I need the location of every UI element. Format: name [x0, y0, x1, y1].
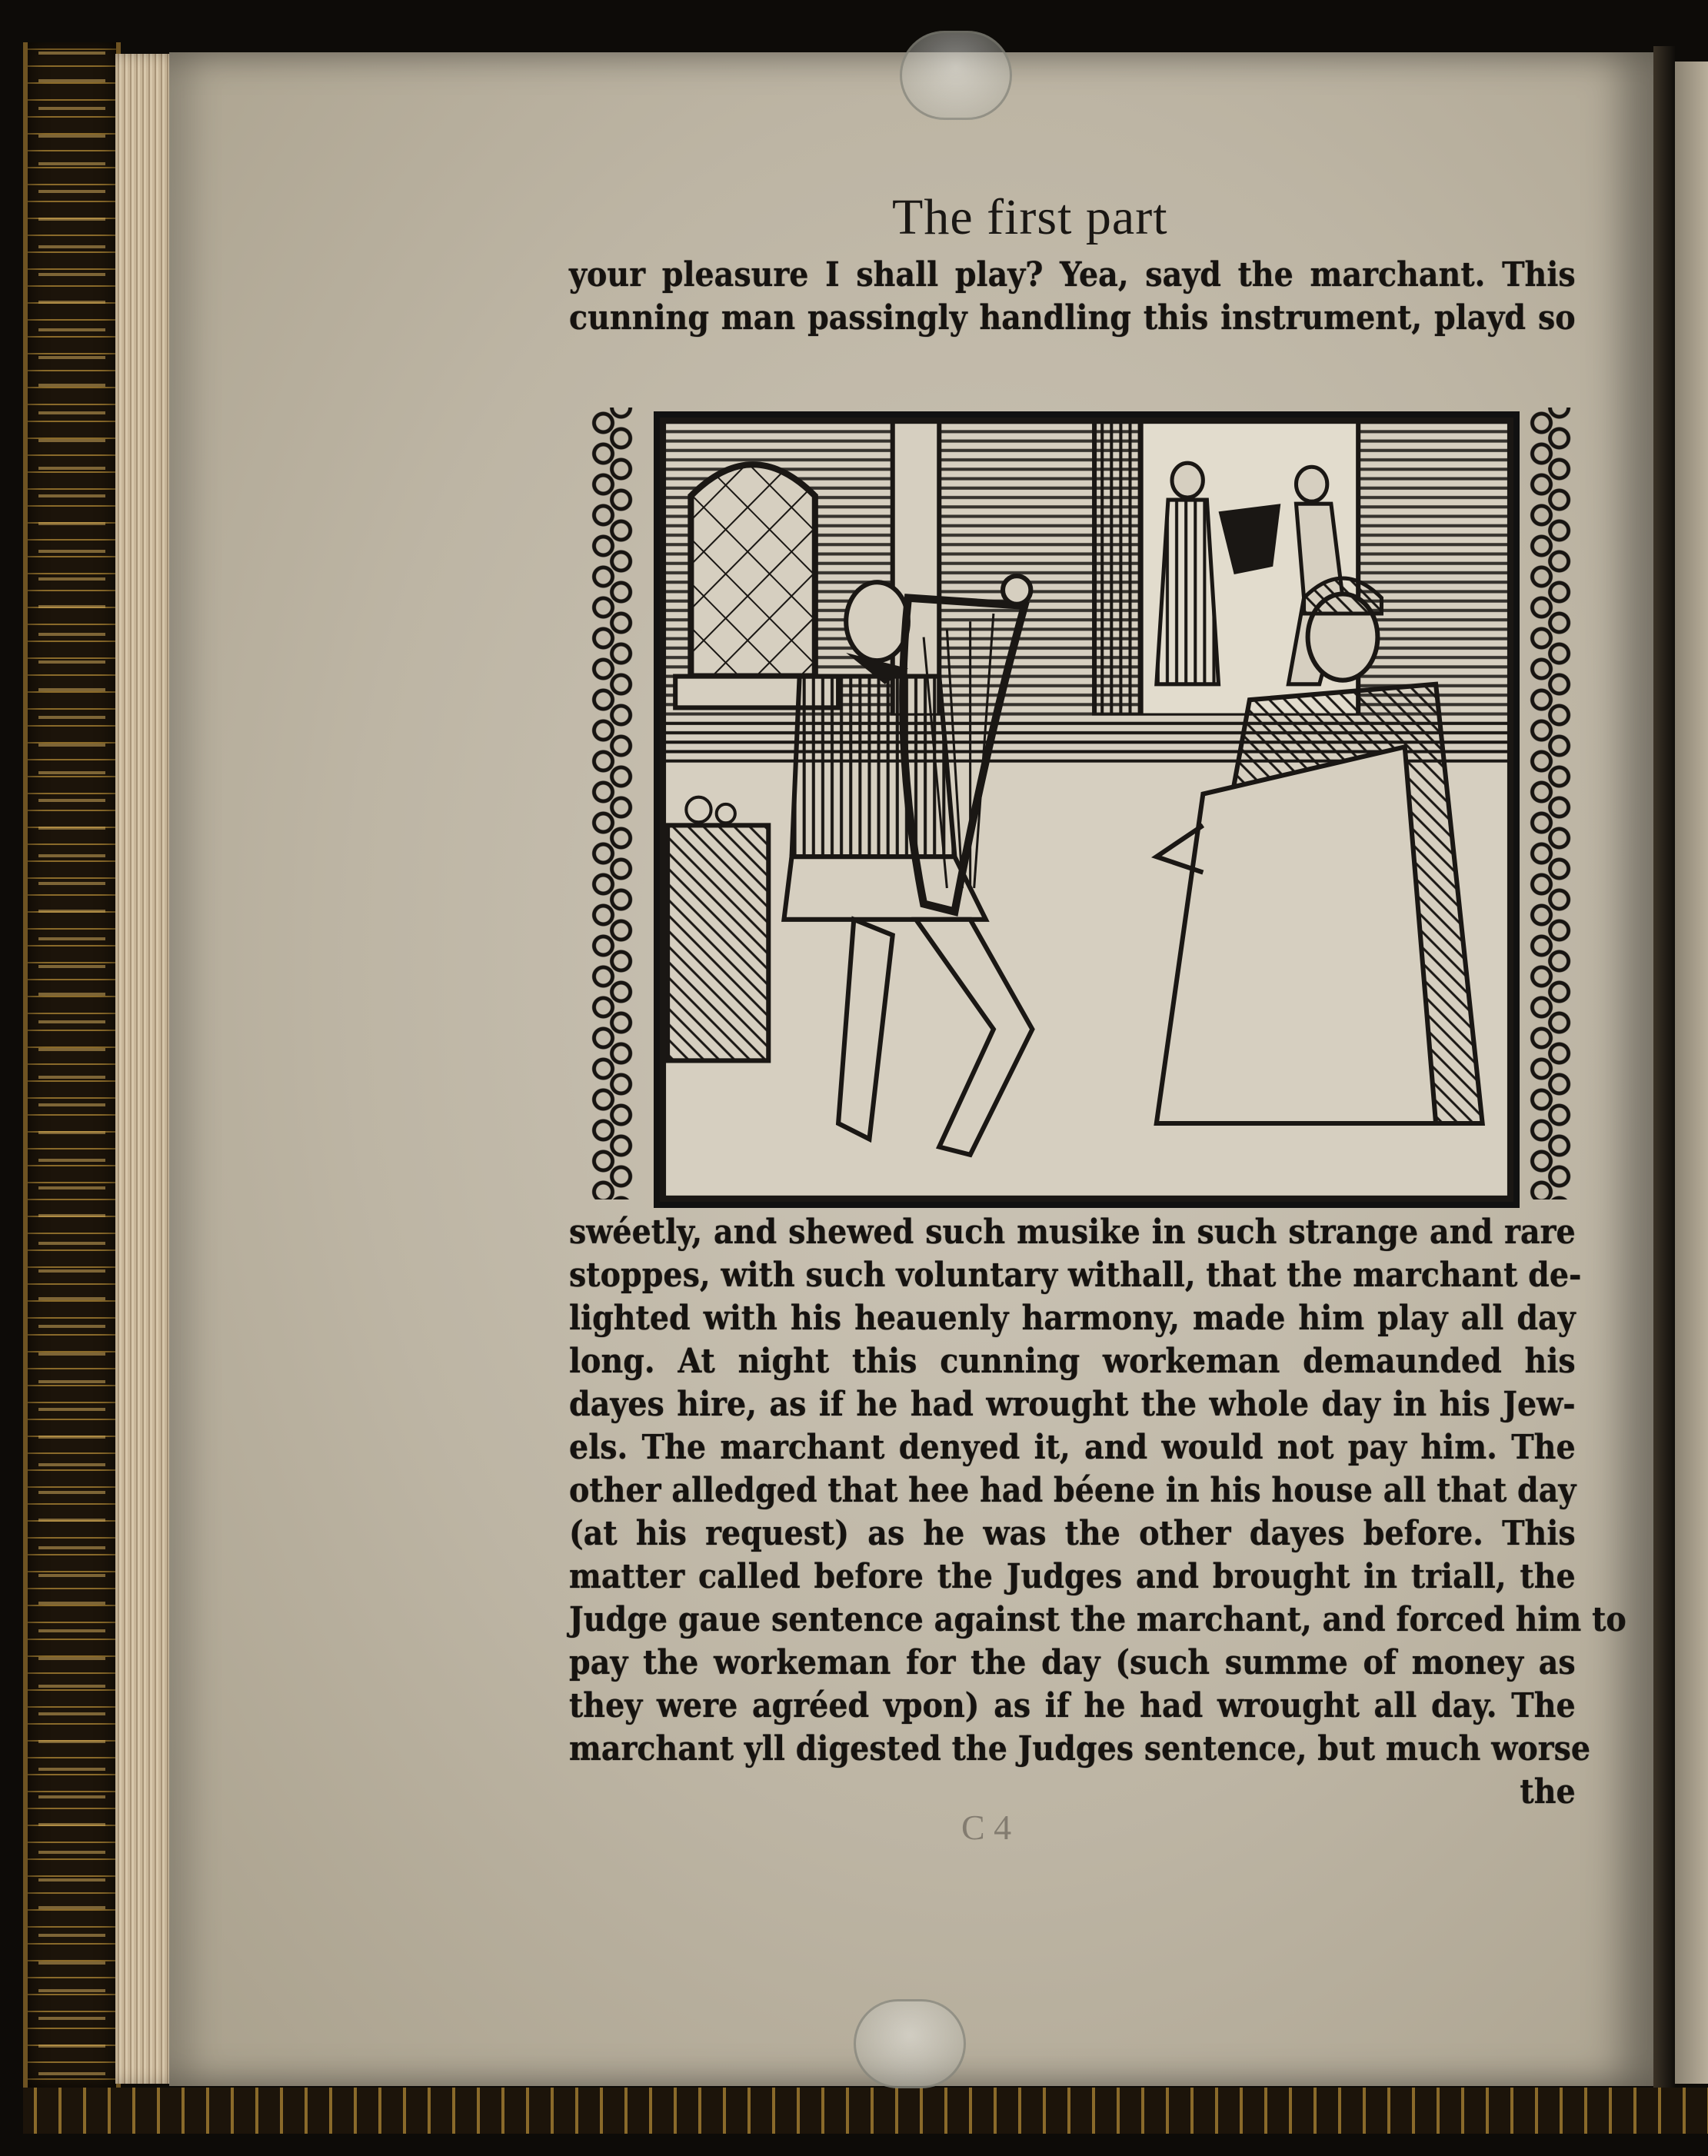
text-line: Judge gaue sentence against the marchant, and forced him to: [569, 1600, 1626, 1639]
text-line: swéetly, and shewed such musike in such strange and rare: [569, 1213, 1576, 1252]
text-line: cunning man passingly handling this instrument, playd so: [569, 298, 1576, 338]
text-line: els. The marchant denyed it, and would not pay him. The: [569, 1428, 1576, 1467]
woodcut-illustration: [654, 411, 1520, 1208]
text-line: other alledged that hee had béene in his house all that day: [569, 1471, 1576, 1510]
facing-page-edge: [1675, 62, 1708, 2084]
glass-clip-top: [900, 31, 1012, 120]
text-line: (at his request) as he was the other dayes before. This: [569, 1514, 1576, 1553]
gutter: [1653, 46, 1675, 2091]
text-block-top: [569, 254, 1576, 340]
ornamental-border-right: [1523, 408, 1576, 1199]
glass-clip-bottom: [854, 1999, 966, 2088]
text-line: they were agréed vpon) as if he had wrought all day. The: [569, 1686, 1576, 1725]
running-head: The first part: [892, 189, 1168, 245]
catchword: the: [1520, 1772, 1576, 1812]
signature-mark: C 4: [961, 1808, 1012, 1847]
text-line: long. At night this cunning workeman demaunded his: [569, 1342, 1576, 1381]
text-line: pay the workeman for the day (such summe of money as: [569, 1643, 1576, 1682]
text-line: marchant yll digested the Judges sentence, but much worse: [569, 1729, 1591, 1768]
binding-bottom-strip: [23, 2088, 1708, 2134]
text-line: stoppes, with such voluntary withall, that the marchant de-: [569, 1256, 1582, 1295]
leather-binding: [23, 42, 121, 2088]
woodcut-drawing: [660, 418, 1513, 1202]
text-line: dayes hire, as if he had wrought the whole day in his Jew-: [569, 1385, 1576, 1424]
text-line: matter called before the Judges and brought in triall, the: [569, 1557, 1576, 1596]
ornamental-border-left: [584, 408, 638, 1199]
text-line: your pleasure I shall play? Yea, sayd the marchant. This: [569, 255, 1576, 294]
text-block-bottom: [569, 1211, 1626, 1814]
text-line: lighted with his heauenly harmony, made him play all day: [569, 1299, 1576, 1338]
